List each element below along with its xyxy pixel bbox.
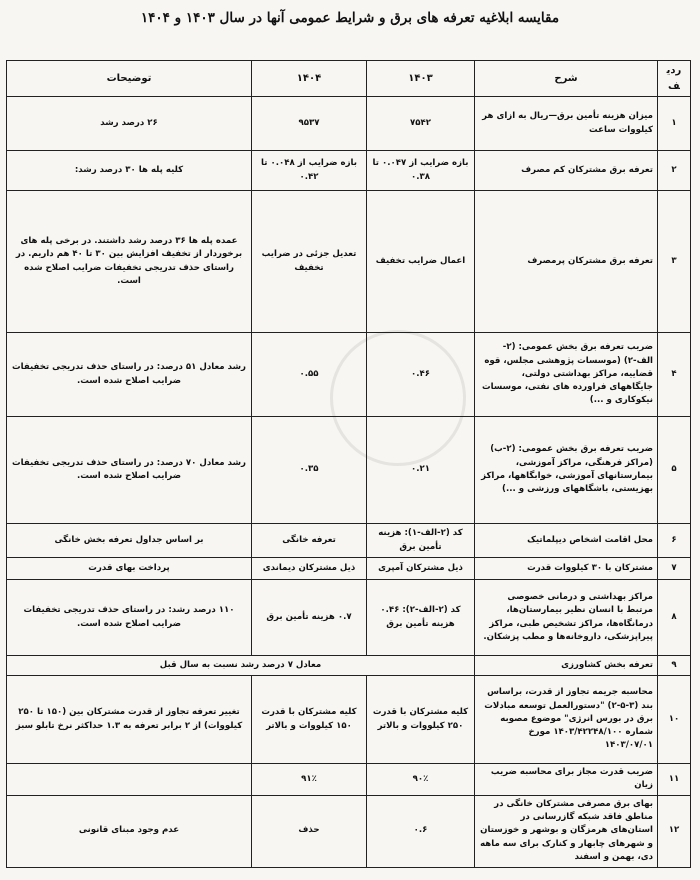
description-cell: محاسبه جریمه تجاوز از قدرت، براساس بند (۳-۵-۲) "دستورالعمل توسعه مبادلات برق در بورس انرژی" موضوع مصوبه شماره ۱۴۰۳/۴۲۲۴۸/۱۰۰ مورخ ۱۴۰۳/۰۷/۰۱ bbox=[475, 676, 658, 764]
value-1404-cell: تعرفه خانگی bbox=[252, 524, 367, 558]
notes-cell: ۱۱۰ درصد رشد: در راستای حذف تدریجی تخفیفات ضرایب اصلاح شده است. bbox=[7, 580, 252, 656]
description-cell: مشترکان با ۳۰ کیلووات قدرت bbox=[475, 558, 658, 580]
value-1403-cell: ۰.۶ bbox=[367, 795, 475, 867]
header-year-1403: ۱۴۰۳ bbox=[367, 61, 475, 97]
value-1403-cell: ۰.۴۶ bbox=[367, 333, 475, 417]
row-number-cell: ۸ bbox=[658, 580, 691, 656]
value-1404-cell: حذف bbox=[252, 795, 367, 867]
value-1403-cell: ۰.۲۱ bbox=[367, 417, 475, 524]
header-row-number: ردیف bbox=[658, 61, 691, 97]
row-number-cell: ۶ bbox=[658, 524, 691, 558]
description-cell: مراکز بهداشتی و درمانی خصوصی مرتبط با انسان نظیر بیمارستان‌ها، درمانگاه‌ها، مراکز تشخیص طبی، مراکز پیراپزشکی، داروخانه‌ها و مطب پزشکان. bbox=[475, 580, 658, 656]
value-1403-cell: کلیه مشترکان با قدرت ۲۵۰ کیلووات و بالاتر bbox=[367, 676, 475, 764]
description-cell: میزان هزینه تأمین برق—ریال به ازای هر کیلووات ساعت bbox=[475, 97, 658, 151]
value-1403-cell: ۹۰٪ bbox=[367, 764, 475, 796]
table-row bbox=[7, 333, 691, 417]
notes-cell: عمده پله ها ۳۶ درصد رشد داشتند. در برخی پله های برخوردار از تخفیف افزایش بین ۳۰ تا ۴۰ هم داریم. در راستای حذف تدریجی تخفیفات ضرایب اصلاح شده است. bbox=[7, 191, 252, 333]
description-cell: تعرفه برق مشترکان پرمصرف bbox=[475, 191, 658, 333]
value-1404-cell: ذیل مشترکان دیماندی bbox=[252, 558, 367, 580]
row-number-cell: ۲ bbox=[658, 151, 691, 191]
value-1403-cell: کد (۲-الف-۲): ۰.۴۶ هزینه تأمین برق bbox=[367, 580, 475, 656]
tariff-comparison-table bbox=[6, 60, 691, 868]
value-1404-cell: ۰.۵۵ bbox=[252, 333, 367, 417]
row-number-cell: ۵ bbox=[658, 417, 691, 524]
description-cell: بهای برق مصرفی مشترکان خانگی در مناطق فاقد شبکه گازرسانی در استان‌های هرمزگان و بوشهر و خوزستان و شهرهای چابهار و کنارک برای سه ماهه دی، بهمن و اسفند bbox=[475, 795, 658, 867]
description-cell: تعرفه برق مشترکان کم مصرف bbox=[475, 151, 658, 191]
table-row bbox=[7, 656, 691, 676]
table-row bbox=[7, 764, 691, 796]
table-row bbox=[7, 417, 691, 524]
notes-cell: پرداخت بهای قدرت bbox=[7, 558, 252, 580]
description-cell: ضریب قدرت مجاز برای محاسبه ضریب زیان bbox=[475, 764, 658, 796]
value-1403-cell: ذیل مشترکان آمپری bbox=[367, 558, 475, 580]
value-1404-cell: تعدیل جزئی در ضرایب تخفیف bbox=[252, 191, 367, 333]
value-1403-cell: بازه ضرایب از ۰.۰۴۷ تا ۰.۳۸ bbox=[367, 151, 475, 191]
value-1403-cell: اعمال ضرایب تخفیف bbox=[367, 191, 475, 333]
row-number-cell: ۱۰ bbox=[658, 676, 691, 764]
value-1404-cell: کلیه مشترکان با قدرت ۱۵۰ کیلووات و بالاتر bbox=[252, 676, 367, 764]
value-1404-cell: ۰.۳۵ bbox=[252, 417, 367, 524]
notes-cell: رشد معادل ۵۱ درصد: در راستای حذف تدریجی تخفیفات ضرایب اصلاح شده است. bbox=[7, 333, 252, 417]
row-number-cell: ۹ bbox=[658, 656, 691, 676]
header-year-1404: ۱۴۰۴ bbox=[252, 61, 367, 97]
row-number-cell: ۴ bbox=[658, 333, 691, 417]
page-title: مقایسه ابلاغیه تعرفه های برق و شرایط عمومی آنها در سال ۱۴۰۳ و ۱۴۰۴ bbox=[140, 10, 560, 26]
merged-value-cell: معادل ۷ درصد رشد نسبت به سال قبل bbox=[7, 656, 475, 676]
row-number-cell: ۱۲ bbox=[658, 795, 691, 867]
table-row bbox=[7, 524, 691, 558]
row-number-cell: ۱۱ bbox=[658, 764, 691, 796]
notes-cell: کلیه پله ها ۳۰ درصد رشد: bbox=[7, 151, 252, 191]
header-description: شرح bbox=[475, 61, 658, 97]
notes-cell: تغییر تعرفه تجاوز از قدرت مشترکان بین (۱۵۰ تا ۲۵۰ کیلووات) از ۲ برابر تعرفه به ۱.۳ حداکثر نرخ تابلو سبز bbox=[7, 676, 252, 764]
table-row bbox=[7, 580, 691, 656]
table-row bbox=[7, 191, 691, 333]
table-row bbox=[7, 558, 691, 580]
table-row bbox=[7, 97, 691, 151]
value-1404-cell: ۹۵۳۷ bbox=[252, 97, 367, 151]
value-1403-cell: کد (۲-الف-۱): هزینه تأمین برق bbox=[367, 524, 475, 558]
value-1403-cell: ۷۵۴۲ bbox=[367, 97, 475, 151]
description-cell: ضریب تعرفه برق بخش عمومی: (۲-ب) (مراکز فرهنگی، مراکز آموزشی، بیمارستانهای آموزشی، خوابگاهها، مراکز بهزیستی، باشگاههای ورزشی و ...) bbox=[475, 417, 658, 524]
notes-cell: ۲۶ درصد رشد bbox=[7, 97, 252, 151]
row-number-cell: ۱ bbox=[658, 97, 691, 151]
row-number-cell: ۷ bbox=[658, 558, 691, 580]
header-notes: توضیحات bbox=[7, 61, 252, 97]
description-cell: ضریب تعرفه برق بخش عمومی: (۲-الف-۲) (موسسات پژوهشی مجلس، قوه قضاییه، مراکز بهداشتی دولتی، جایگاههای فراورده های نفتی، موسسات نیکوکاری و ...) bbox=[475, 333, 658, 417]
notes-cell: عدم وجود مبنای قانونی bbox=[7, 795, 252, 867]
table-row bbox=[7, 795, 691, 867]
table-row bbox=[7, 676, 691, 764]
table-row bbox=[7, 151, 691, 191]
notes-cell: رشد معادل ۷۰ درصد: در راستای حذف تدریجی تخفیفات ضرایب اصلاح شده است. bbox=[7, 417, 252, 524]
value-1404-cell: ۹۱٪ bbox=[252, 764, 367, 796]
description-cell: محل اقامت اشخاص دیپلماتیک bbox=[475, 524, 658, 558]
notes-cell: بر اساس جداول تعرفه بخش خانگی bbox=[7, 524, 252, 558]
row-number-cell: ۳ bbox=[658, 191, 691, 333]
value-1404-cell: ۰.۷ هزینه تأمین برق bbox=[252, 580, 367, 656]
description-cell: تعرفه بخش کشاورزی bbox=[475, 656, 658, 676]
value-1404-cell: بازه ضرایب از ۰.۰۴۸ تا ۰.۴۲ bbox=[252, 151, 367, 191]
notes-cell bbox=[7, 764, 252, 796]
table-header-row bbox=[7, 61, 691, 97]
